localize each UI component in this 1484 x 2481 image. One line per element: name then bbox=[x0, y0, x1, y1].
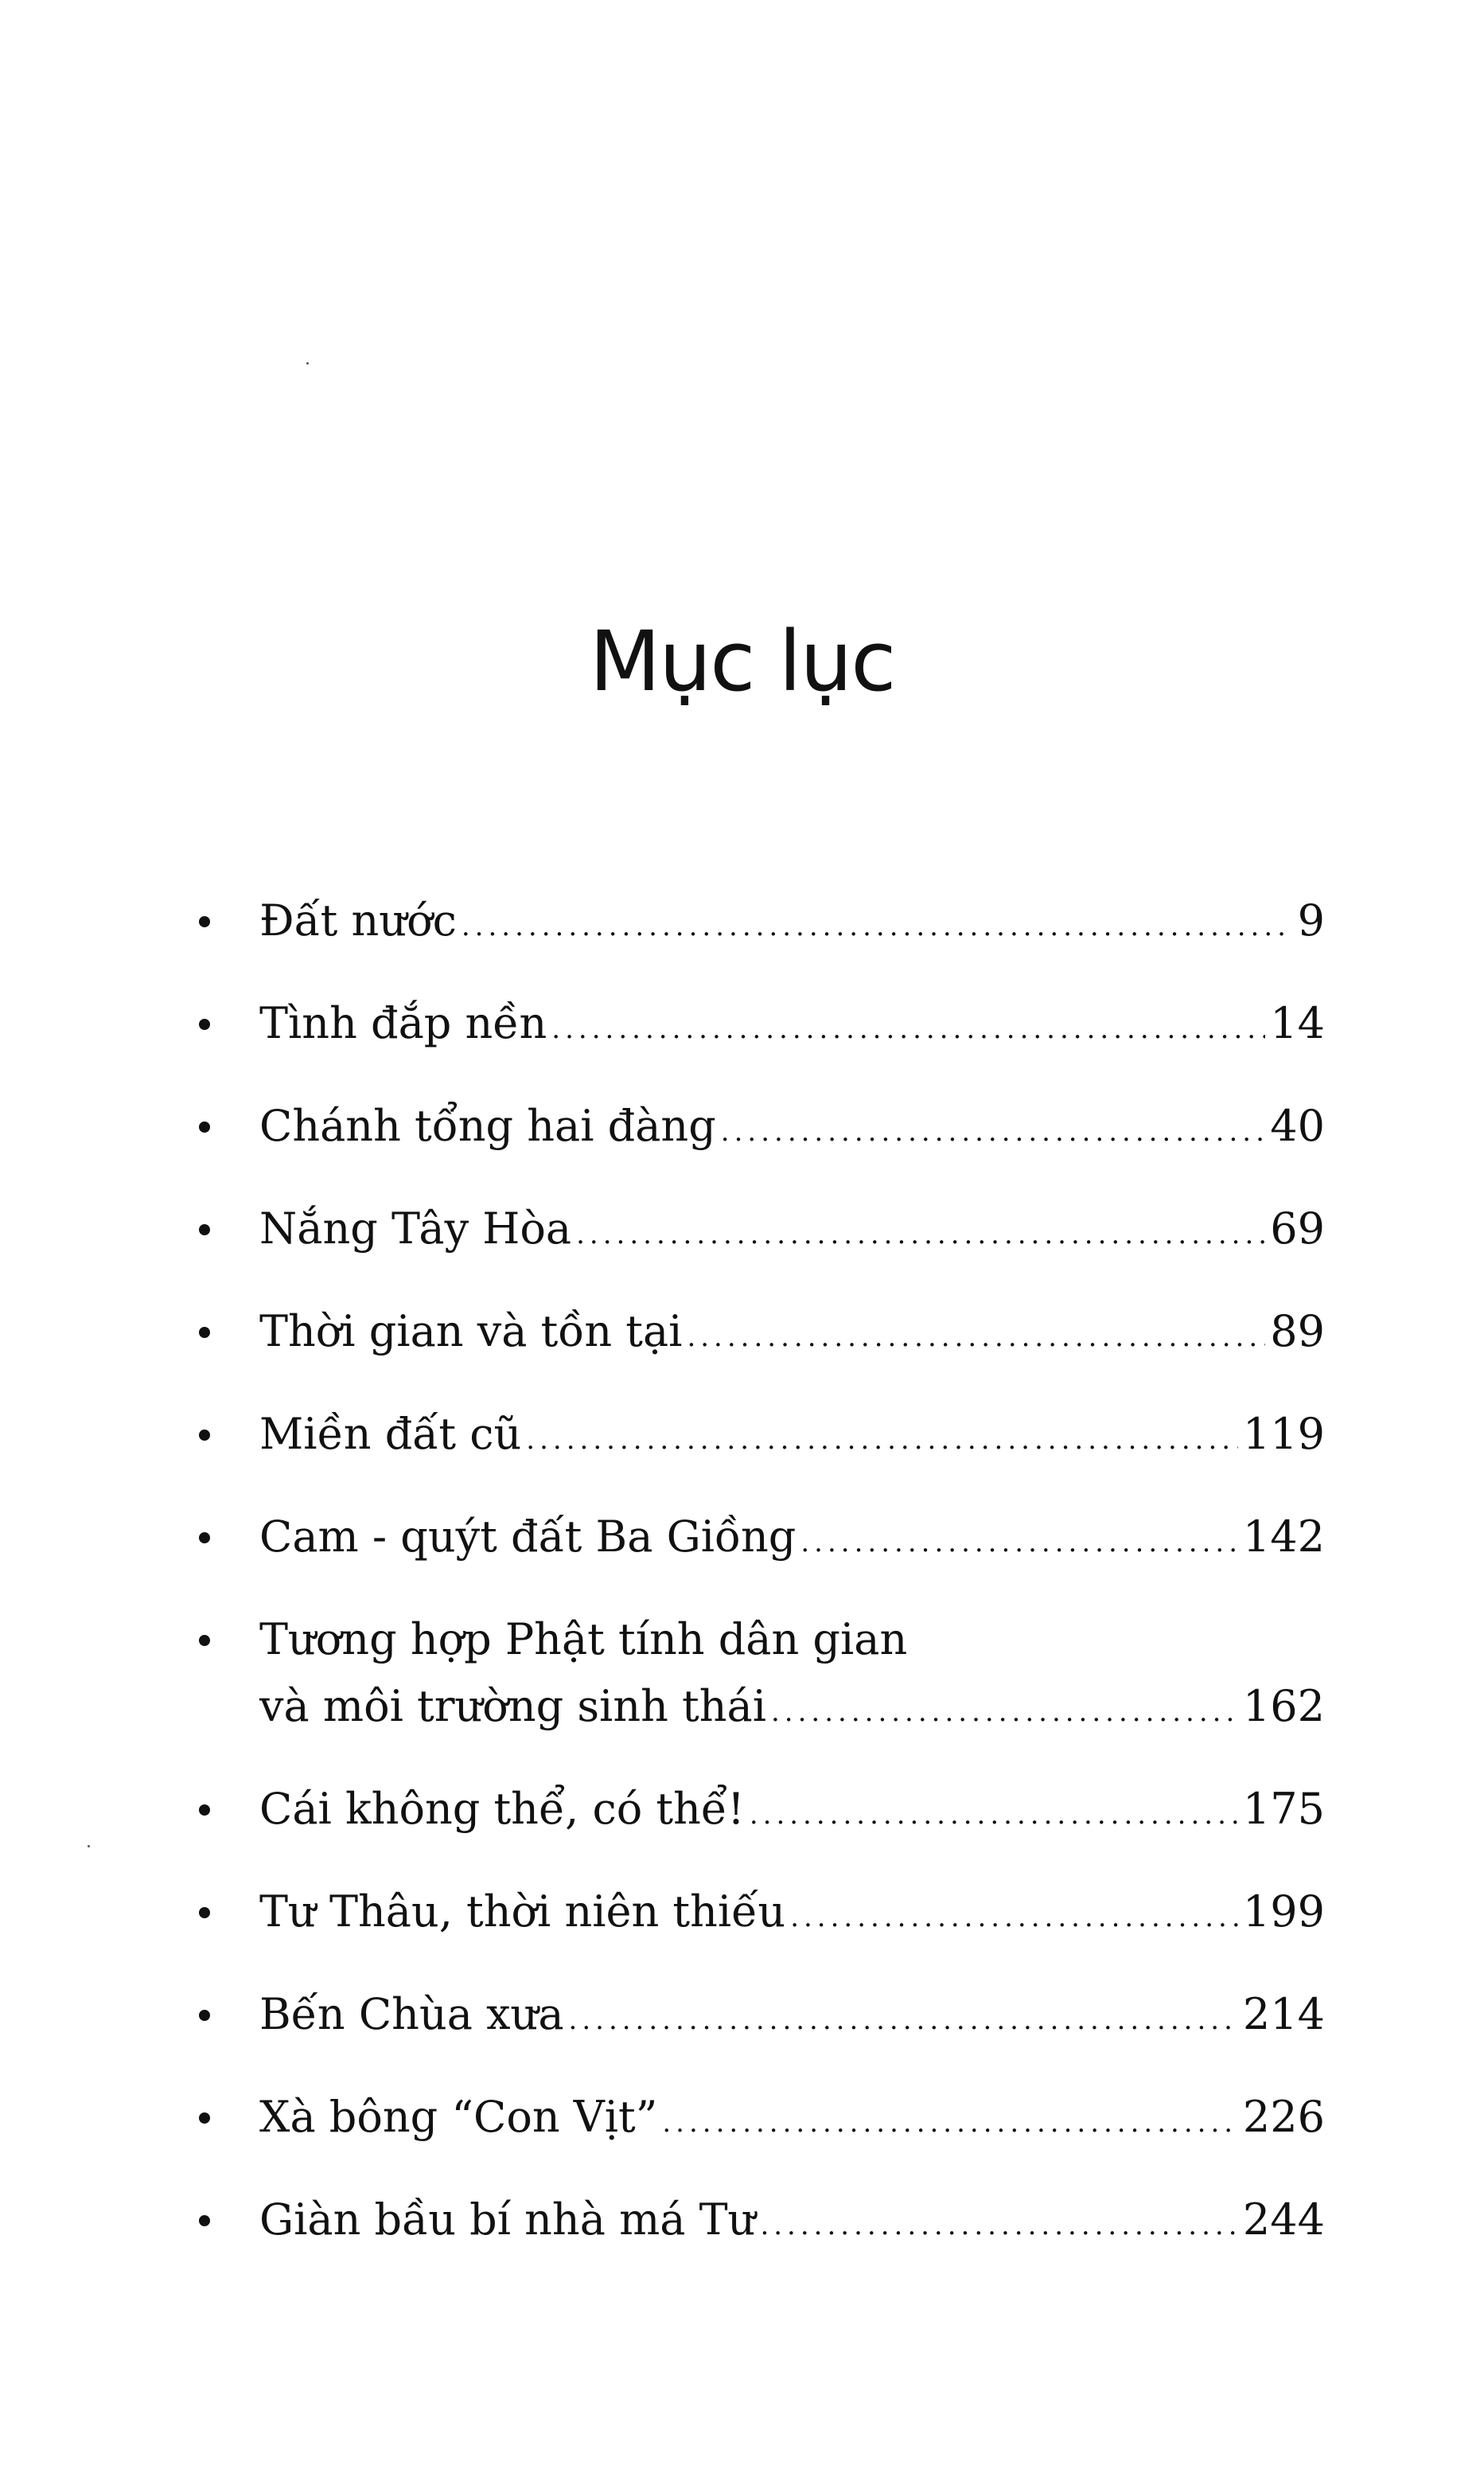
toc-entry[interactable] bbox=[191, 1093, 1325, 1165]
toc-entry-page: 9 bbox=[1297, 895, 1325, 946]
stray-mark-top bbox=[306, 362, 309, 365]
bullet-icon bbox=[199, 1019, 210, 1030]
page-title: Mục lục bbox=[589, 613, 895, 710]
dot-leader bbox=[790, 1884, 1238, 1951]
toc-entry-title: Nắng Tây Hòa bbox=[259, 1203, 572, 1254]
bullet-icon bbox=[199, 1430, 210, 1441]
dot-leader bbox=[721, 1098, 1266, 1165]
toc-entry-title: Cam - quýt đất Ba Giồng bbox=[259, 1512, 797, 1562]
toc-entry[interactable] bbox=[191, 1298, 1325, 1371]
dot-leader bbox=[576, 1201, 1265, 1268]
table-of-contents bbox=[191, 887, 1325, 2289]
toc-entry-title: Cái không thể, có thể! bbox=[259, 1784, 745, 1834]
dot-leader bbox=[551, 996, 1265, 1063]
toc-entry-title-line1: Tương hợp Phật tính dân gian bbox=[259, 1614, 908, 1664]
toc-entry-page: 162 bbox=[1242, 1681, 1325, 1731]
bullet-icon bbox=[199, 2112, 210, 2124]
toc-entry[interactable] bbox=[191, 1196, 1325, 1268]
bullet-icon bbox=[199, 1224, 210, 1235]
toc-entry-title: Chánh tổng hai đàng bbox=[259, 1101, 716, 1151]
toc-entry-page: 89 bbox=[1270, 1306, 1325, 1356]
toc-entry-title: Đất nước bbox=[259, 895, 457, 946]
bullet-icon bbox=[199, 1532, 210, 1543]
toc-entry[interactable] bbox=[191, 1504, 1325, 1576]
dot-leader bbox=[771, 1679, 1238, 1746]
toc-entry-page: 14 bbox=[1270, 998, 1325, 1048]
toc-entry[interactable] bbox=[191, 1878, 1325, 1951]
bullet-icon bbox=[199, 1327, 210, 1338]
toc-entry[interactable] bbox=[191, 887, 1325, 960]
dot-leader bbox=[526, 1406, 1238, 1473]
toc-entry-page: 214 bbox=[1242, 1989, 1325, 2039]
toc-entry-title: Xà bông “Con Vịt” bbox=[259, 2092, 658, 2142]
toc-entry-title: Miền đất cũ bbox=[259, 1409, 522, 1459]
toc-entry-title: và môi trường sinh thái bbox=[259, 1681, 766, 1731]
toc-entry-page: 40 bbox=[1270, 1101, 1325, 1151]
dot-leader bbox=[462, 893, 1293, 960]
toc-entry-page: 199 bbox=[1242, 1886, 1325, 1937]
bullet-icon bbox=[199, 2010, 210, 2021]
toc-entry-title: Tình đắp nền bbox=[259, 998, 547, 1048]
toc-entry-page: 142 bbox=[1242, 1512, 1325, 1562]
toc-entry[interactable] bbox=[191, 1606, 1325, 1746]
toc-entry-title: Bến Chùa xưa bbox=[259, 1989, 564, 2039]
toc-entry-page: 119 bbox=[1242, 1409, 1325, 1459]
toc-entry-page: 244 bbox=[1242, 2194, 1325, 2245]
toc-entry[interactable] bbox=[191, 1776, 1325, 1848]
dot-leader bbox=[662, 2089, 1238, 2156]
bullet-icon bbox=[199, 1635, 210, 1646]
toc-entry-title: Thời gian và tồn tại bbox=[259, 1306, 683, 1356]
toc-entry-title: Tư Thâu, thời niên thiếu bbox=[259, 1886, 786, 1937]
toc-entry-page: 69 bbox=[1270, 1203, 1325, 1254]
stray-mark-left bbox=[88, 1845, 90, 1847]
toc-entry[interactable] bbox=[191, 990, 1325, 1063]
toc-entry[interactable] bbox=[191, 2186, 1325, 2259]
dot-leader bbox=[760, 2192, 1237, 2259]
toc-entry[interactable] bbox=[191, 1401, 1325, 1473]
dot-leader bbox=[800, 1509, 1238, 1576]
bullet-icon bbox=[199, 1804, 210, 1816]
toc-entry[interactable] bbox=[191, 1981, 1325, 2054]
bullet-icon bbox=[199, 1907, 210, 1918]
toc-entry-page: 175 bbox=[1242, 1784, 1325, 1834]
bullet-icon bbox=[199, 1122, 210, 1133]
dot-leader bbox=[750, 1781, 1238, 1848]
bullet-icon bbox=[199, 2215, 210, 2226]
toc-entry[interactable] bbox=[191, 2084, 1325, 2156]
bullet-icon bbox=[199, 916, 210, 927]
dot-leader bbox=[687, 1304, 1265, 1371]
toc-entry-page: 226 bbox=[1242, 2092, 1325, 2142]
toc-entry-title: Giàn bầu bí nhà má Tư bbox=[259, 2194, 756, 2245]
dot-leader bbox=[569, 1987, 1238, 2054]
